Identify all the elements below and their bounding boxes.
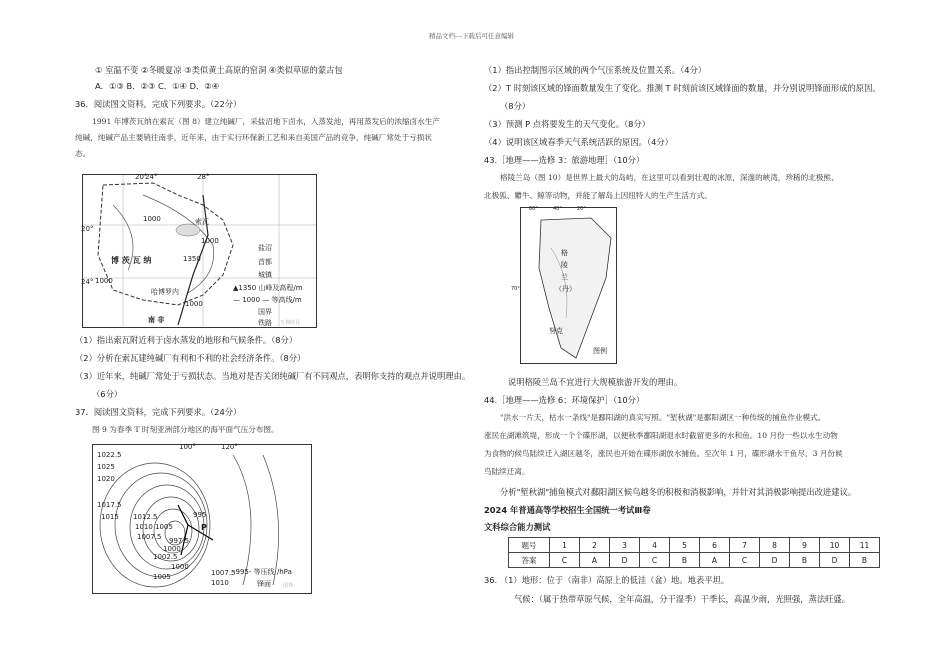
answer-table-answer: D <box>820 553 850 568</box>
map1-contour-5: 1350 <box>183 255 201 263</box>
q43-paragraph-1: 格陵兰岛（图 10）是世界上最大的岛屿，在这里可以看到壮观的冰原，深邃的峡湾，珍稀的北极熊、 <box>500 173 839 182</box>
answer-36-2: 气候：（属于热带草原气候，全年高温，分干湿季）干季长，高温少雨，光照强，蒸法旺盛。 <box>514 594 851 604</box>
map3-lon-20: 20° <box>577 206 586 212</box>
map2-isobar-1: 1022.5 <box>97 451 122 459</box>
map3-lon-40: 40° <box>553 206 562 212</box>
map2-lon-100: 100° <box>179 443 196 451</box>
answer-table-answer: D <box>610 553 640 568</box>
q37-sub-1: （1）指出控制图示区域的两个气压系统及位置关系。（4分） <box>484 65 707 75</box>
map2-isobar-13: 995 <box>193 511 207 519</box>
q44-ask: 分析"堑秋湖"捕鱼模式对鄱阳湖区候鸟越冬的积极和消极影响，并针对其消极影响提出改进建议。 <box>500 487 857 497</box>
q44-title: 44.［地理——选修 6：环境保护］（10分） <box>484 395 645 405</box>
q36-sub-1: （1）指出索瓦附近利于卤水蒸发的地形和气候条件。（8分） <box>75 335 298 345</box>
answer-table-num: 10 <box>820 538 850 553</box>
answer-table-answer: D <box>760 553 790 568</box>
q43-ask: 说明格陵兰岛不宜进行大规模旅游开发的理由。 <box>508 377 683 387</box>
map1-label-south-africa: 南 非 <box>148 316 165 324</box>
answer-table-answer: C <box>640 553 670 568</box>
q43-paragraph-2: 北极狐、麝牛、鲸等动物，并能了解岛上因纽特人的生产生活方式。 <box>484 191 712 200</box>
map2-isobar-5: 1015 <box>101 513 119 521</box>
answer-table-answer: A <box>580 553 610 568</box>
isobar-map <box>92 444 312 594</box>
map2-isobar-17: 1010 <box>211 579 229 587</box>
map2-isobar-11: 1000 <box>163 545 181 553</box>
map1-lon-20: 20° <box>135 173 148 181</box>
map1-legend-peak: ▲1350 山峰及高程/m <box>233 284 303 292</box>
choices-line: A．①③ B．②③ C．①④ D．②④ <box>95 81 220 91</box>
answer-table-num: 9 <box>790 538 820 553</box>
map2-legend-front: 锋面 <box>257 580 271 588</box>
answer-table-num: 11 <box>850 538 880 553</box>
q36-title: 36．阅读图文资料，完成下列要求。（22分） <box>75 99 242 109</box>
map2-legend-border: 国界 <box>283 583 294 589</box>
answer-table-num: 7 <box>730 538 760 553</box>
exam-title: 2024 年普通高等学校招生全国统一考试Ⅲ卷 <box>484 505 651 515</box>
q37-paragraph-1: 图 9 为春季 T 时刻亚洲部分地区的海平面气压分布图。 <box>92 425 279 434</box>
botswana-map <box>82 174 317 328</box>
map2-isobar-3: 1020 <box>97 475 115 483</box>
map1-legend-contour: — 1000 — 等高线/m <box>233 296 302 304</box>
map1-lon-28: 28° <box>197 173 210 181</box>
map1-legend-railway: 铁路 <box>258 319 272 327</box>
q37-sub-3: （3）预测 P 点将要发生的天气变化。（8分） <box>484 119 651 129</box>
map3-label-nuuk: 努克 <box>549 327 563 335</box>
answer-table-num: 3 <box>610 538 640 553</box>
q36-paragraph-1: 1991 年博茨瓦纳在索瓦（图 8）建立纯碱厂，采盐沼地下卤水，入蒸发池，再用蒸发后的浓缩卤水生产 <box>92 117 440 126</box>
answer-table-num: 1 <box>550 538 580 553</box>
answer-table-answer: C <box>550 553 580 568</box>
answer-table-ans-label: 答案 <box>509 553 550 568</box>
map3-label-legend: 图例 <box>593 347 607 355</box>
map2-isobar-8: 1007.5 <box>137 533 162 541</box>
answer-table-answer-row <box>509 553 880 568</box>
q36-sub-2: （2）分析在索瓦建纯碱厂有利和不利的社会经济条件。（8分） <box>75 353 306 363</box>
map1-lon-24: 24° <box>145 173 158 181</box>
q43-title: 43.［地理——选修 3：旅游地理］（10分） <box>484 155 645 165</box>
q44-paragraph-3: 为食物的候鸟陆续迁入湖区越冬，涨民也开始在碟形湖放水捕鱼。至次年 1 月，碟形湖水干鱼尽，3 月份候 <box>484 449 843 458</box>
answer-36-1: 36. （1）地形：位于（南非）高原上的低洼（盆）地。地表平坦。 <box>484 575 730 585</box>
map1-label-botswana: 博 茨 瓦 纳 <box>111 256 152 265</box>
q37-sub-2: （2）T 时刻该区域的锋面数量发生了变化。推测 T 时刻前该区域锋面的数量，并分别说明锋面形成的原因。 <box>484 83 881 93</box>
map3-lon-60: 60° <box>529 206 538 212</box>
map1-contour-2: 1000 <box>143 215 161 223</box>
page-header: 精品文档---下载后可任意编辑 <box>429 32 515 40</box>
map1-legend-salt-marsh: 盐沼 <box>258 244 272 252</box>
q36-paragraph-2: 纯碱，纯碱产品主要销往南非，近年来，由于实行环保新工艺和来自美国产品的竞争，纯碱厂常处于亏损状 <box>75 133 432 142</box>
answer-table-head-label: 题号 <box>509 538 550 553</box>
map3-lat-70: 70° <box>511 286 520 292</box>
map2-legend-isobar: -995- 等压线 /hPa <box>233 568 292 576</box>
options-line: ① 室温不变 ②冬暖夏凉 ③类似黄土高原的窑洞 ④类似草原的蒙古包 <box>95 65 343 75</box>
exam-subtitle: 文科综合能力测试 <box>484 522 551 532</box>
map1-legend-border: 国界 <box>258 308 272 316</box>
map1-label-sowa: 索瓦 <box>195 218 209 226</box>
map2-isobar-16: 1007.5 <box>211 569 236 577</box>
map1-lat-24: 24° <box>81 278 94 286</box>
answer-table <box>508 537 880 568</box>
map1-contour-1: 1000 <box>201 237 219 245</box>
map2-isobar-2: 1025 <box>97 463 115 471</box>
answer-table-answer: B <box>790 553 820 568</box>
answer-table-num: 8 <box>760 538 790 553</box>
map1-label-gaborone: 哈博罗内 <box>151 288 179 296</box>
map2-isobar-12: 997.5 <box>169 537 190 545</box>
map2-isobar-14: 1000 <box>171 563 189 571</box>
answer-table-answer: B <box>850 553 880 568</box>
map1-contour-3: 1000 <box>95 277 113 285</box>
q37-sub-2-score: （8分） <box>500 101 531 111</box>
map1-legend-capital: 首都 <box>258 258 272 266</box>
map2-isobar-6: 1012.5 <box>133 513 158 521</box>
map2-isobar-7: 1010 <box>135 523 153 531</box>
q37-title: 37．阅读图文资料，完成下列要求。（24分） <box>75 407 242 417</box>
answer-table-num: 4 <box>640 538 670 553</box>
map1-watermark: 万典结目 <box>280 320 301 326</box>
map2-lon-120: 120° <box>221 443 238 451</box>
q44-paragraph-4: 鸟陆续迁离。 <box>484 467 530 476</box>
q37-sub-4: （4）说明该区域春季天气系统活跃的原因。（4分） <box>484 137 673 147</box>
map2-point-p: P <box>201 523 207 532</box>
answer-table-header-row <box>509 538 880 553</box>
q44-paragraph-1: "洪水一片天，枯水一条线"是鄱阳湖的真实写照。"堑秋湖"是鄱阳湖区一种传统的捕鱼作业模式。 <box>500 413 826 422</box>
answer-table-answer: A <box>700 553 730 568</box>
map2-isobar-15: 1005 <box>153 573 171 581</box>
map2-isobar-10: 1002.5 <box>153 553 178 561</box>
map2-isobar-9: 1005 <box>155 523 173 531</box>
map1-contour-4: 1000 <box>185 300 203 308</box>
answer-table-num: 6 <box>700 538 730 553</box>
greenland-map <box>511 206 617 364</box>
q36-sub-3: （3）近年来，纯碱厂常处于亏损状态。当地对是否关闭纯碱厂有不同观点，表明你支持的观点并说明理由。 <box>75 371 471 381</box>
q36-sub-3-score: （6分） <box>92 389 123 399</box>
q44-paragraph-2: 涨民在湖滩筑堤，形成一个个碟形湖，以便秋季鄱阳湖退水时截留更多的水和鱼。10 月份一些以水生动物 <box>484 431 838 440</box>
map3-label-ge: 格 <box>561 249 568 257</box>
answer-table-answer: C <box>730 553 760 568</box>
map3-label-denmark: （丹） <box>555 285 576 293</box>
map3-label-ling: 陵 <box>561 261 568 269</box>
answer-table-answer: B <box>670 553 700 568</box>
answer-table-num: 5 <box>670 538 700 553</box>
map3-label-lan: 兰 <box>561 273 568 281</box>
map1-legend-town: 城镇 <box>258 271 272 279</box>
answer-table-num: 2 <box>580 538 610 553</box>
map2-isobar-4: 1017.5 <box>97 501 122 509</box>
q36-paragraph-3: 态。 <box>75 149 91 158</box>
map1-lat-20: 20° <box>81 225 94 233</box>
